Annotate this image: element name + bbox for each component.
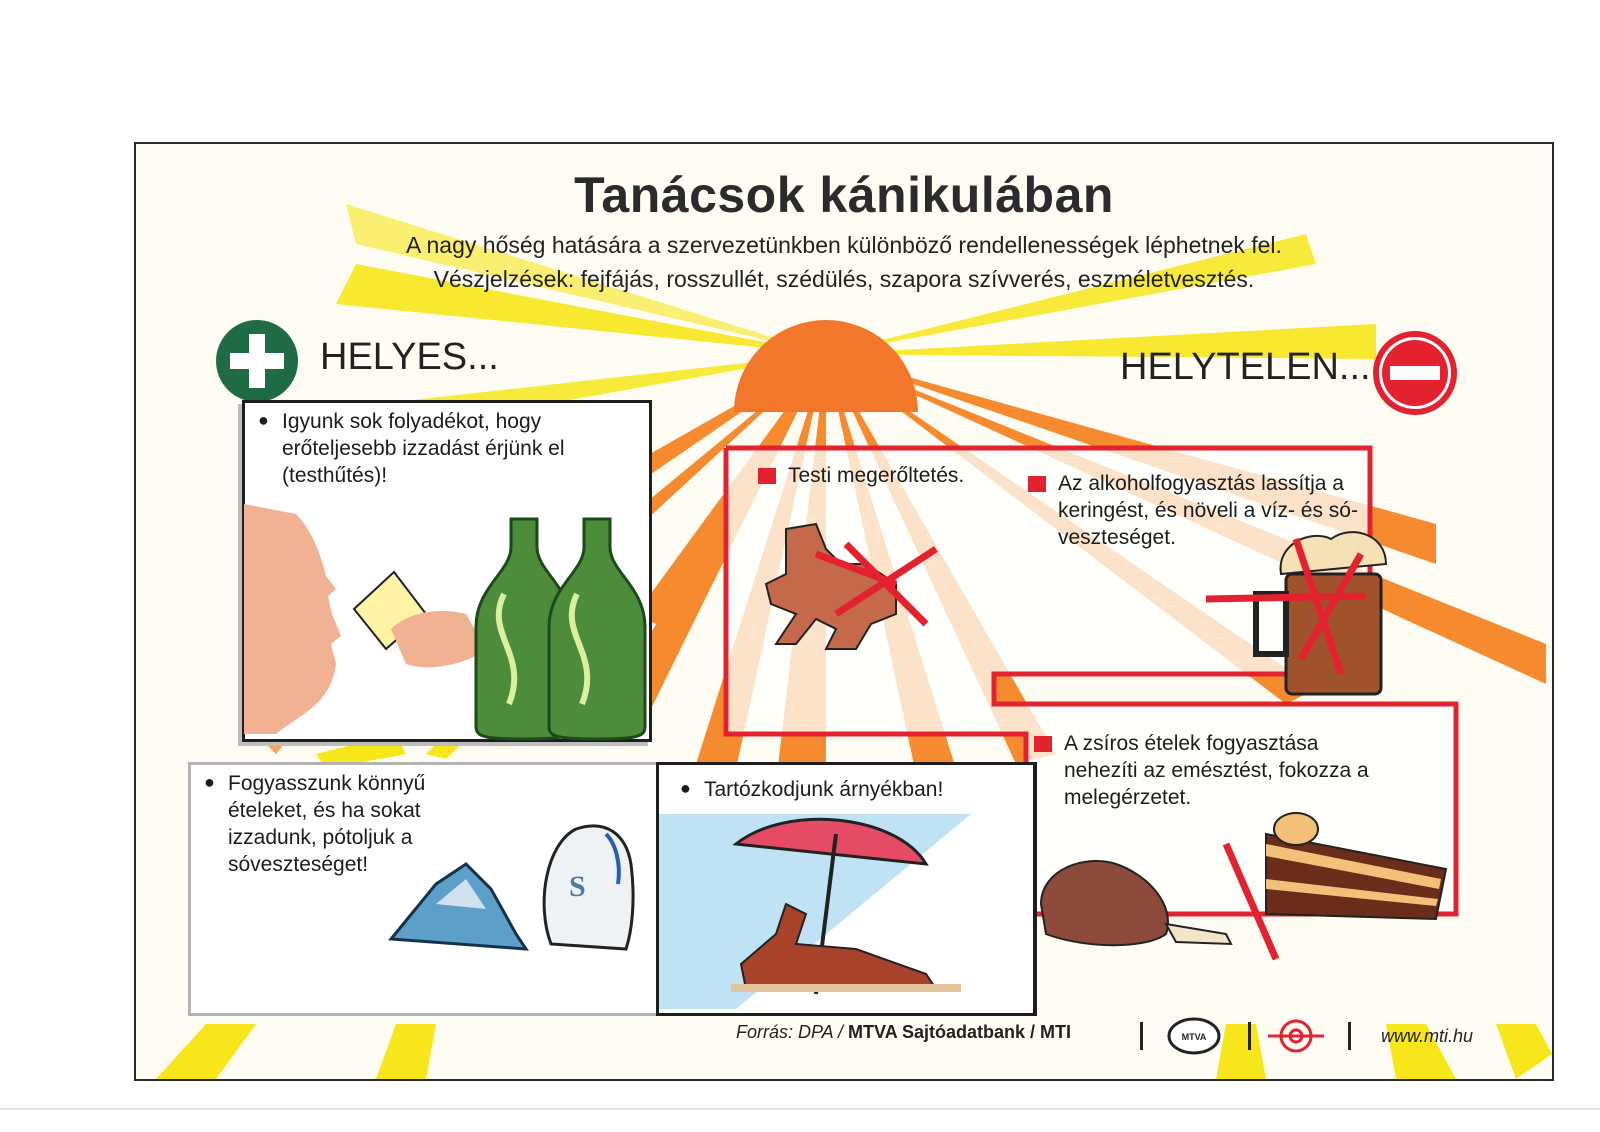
scan-edge-line (0, 1108, 1600, 1110)
wrong-tip-alcohol: Az alkoholfogyasztás lassítja a keringést, és növeli a víz- és só-veszteséget. (1058, 472, 1358, 549)
runner-icon (766, 524, 936, 649)
subtitle-line-1: A nagy hőség hatására a szervezetünkben különböző rendellenességek léphetnek fel. (406, 232, 1282, 258)
salt-shaker-icon (544, 826, 633, 949)
wrong-header: HELYTELEN... (1120, 346, 1371, 388)
bottle-icon (549, 519, 645, 739)
correct-tip-shade: ● Tartózkodjunk árnyékban! (704, 776, 1024, 803)
correct-tip-food: ● Fogyasszunk könnyű ételeket, és ha sokat izzadunk, pótoljuk a sóveszteséget! (228, 770, 478, 878)
shade-scene (659, 814, 971, 1009)
correct-header: HELYES... (320, 336, 499, 378)
mti-logo-icon (1264, 1018, 1328, 1054)
salt-label: S (569, 870, 586, 903)
wrong-tip-fatty-food: A zsíros ételek fogyasztása nehezíti az emésztést, fokozza a melegérzetet. (1064, 730, 1394, 811)
wrong-tip-exertion: Testi megerőltetés. (788, 462, 1028, 489)
footer-separator (1348, 1022, 1351, 1050)
page-title: Tanácsok kánikulában (574, 167, 1114, 223)
cake-icon (1226, 813, 1446, 959)
roast-chicken-icon (1041, 861, 1231, 945)
subtitle-line-2: Vészjelzések: fejfájás, rosszullét, szédülés, szapora szívverés, eszméletvesztés. (433, 266, 1255, 292)
beer-mug-icon (1206, 532, 1386, 694)
illustrations (136, 144, 1552, 1079)
infographic-card (134, 142, 1554, 1081)
source-credit: Forrás: DPA / MTVA Sajtóadatbank / MTI (736, 1022, 1072, 1042)
website-link[interactable]: www.mti.hu (1381, 1026, 1474, 1046)
correct-tip-drink: ● Igyunk sok folyadékot, hogy erőteljesebb izzadást érjünk el (testhűtés)! (282, 408, 642, 489)
drinking-face-icon (244, 504, 486, 734)
svg-text:MTVA: MTVA (1181, 1032, 1207, 1042)
mtva-logo-icon (1166, 1016, 1222, 1056)
footer-separator (1140, 1022, 1143, 1050)
footer-separator (1248, 1022, 1251, 1050)
